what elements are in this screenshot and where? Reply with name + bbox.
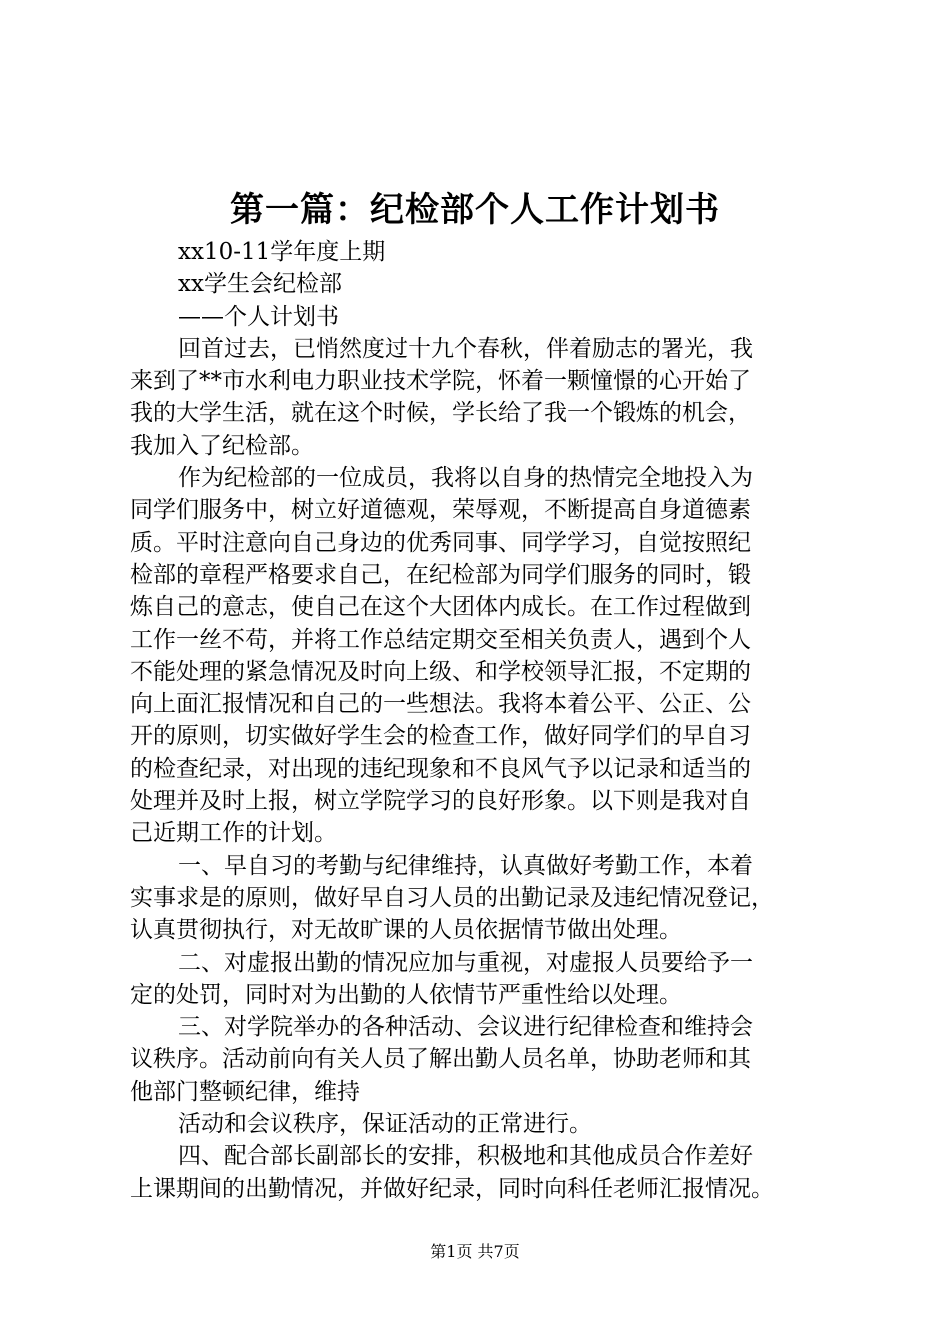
body-line: 检部的章程严格要求自己，在纪检部为同学们服务的同时，锻 xyxy=(130,561,751,588)
body-line: 开的原则，切实做好学生会的检查工作，做好同学们的早自习 xyxy=(130,723,751,750)
body-line: 活动和会议秩序，保证活动的正常进行。 xyxy=(178,1111,592,1138)
body-line: 三、对学院举办的各种活动、会议进行纪律检查和维持会 xyxy=(178,1014,753,1041)
body-line: 议秩序。活动前向有关人员了解出勤人员名单，协助老师和其 xyxy=(130,1046,751,1073)
body-line: 上课期间的出勤情况，并做好纪录，同时向科任老师汇报情况。 xyxy=(130,1175,774,1202)
body-line: 处理并及时上报，树立学院学习的良好形象。以下则是我对自 xyxy=(130,788,751,815)
body-line: 实事求是的原则，做好早自习人员的出勤记录及违纪情况登记， xyxy=(130,884,774,911)
body-line: 同学们服务中，树立好道德观，荣辱观，不断提高自身道德素 xyxy=(130,497,751,524)
body-line: xx学生会纪检部 xyxy=(178,271,342,298)
page-footer: 第1页 共7页 xyxy=(430,1242,520,1261)
document-title: 第一篇：纪检部个人工作计划书 xyxy=(230,190,720,230)
body-line: 向上面汇报情况和自己的一些想法。我将本着公平、公正、公 xyxy=(130,691,751,718)
body-line: 二、对虚报出勤的情况应加与重视，对虚报人员要给予一 xyxy=(178,949,753,976)
body-line: 定的处罚，同时对为出勤的人依情节严重性给以处理。 xyxy=(130,981,682,1008)
body-line: 工作一丝不苟，并将工作总结定期交至相关负责人，遇到个人 xyxy=(130,626,751,653)
body-line: 作为纪检部的一位成员，我将以自身的热情完全地投入为 xyxy=(178,465,753,492)
body-line: 不能处理的紧急情况及时向上级、和学校领导汇报，不定期的 xyxy=(130,658,751,685)
body-line: 己近期工作的计划。 xyxy=(130,820,337,847)
body-line: 他部门整顿纪律，维持 xyxy=(130,1078,360,1105)
body-line: 认真贯彻执行，对无故旷课的人员依据情节做出处理。 xyxy=(130,917,682,944)
body-line: xx10-11学年度上期 xyxy=(178,239,386,265)
body-line: 来到了**市水利电力职业技术学院，怀着一颗憧憬的心开始了 xyxy=(130,368,751,395)
body-line: 我的大学生活，就在这个时候，学长给了我一个锻炼的机会， xyxy=(130,400,751,427)
body-line: 四、配合部长副部长的安排，积极地和其他成员合作差好 xyxy=(178,1143,753,1170)
body-line: 炼自己的意志，使自己在这个大团体内成长。在工作过程做到 xyxy=(130,594,751,621)
body-line: 我加入了纪检部。 xyxy=(130,432,314,459)
body-line: 质。平时注意向自己身边的优秀同事、同学学习，自觉按照纪 xyxy=(130,529,751,556)
body-line: 一、早自习的考勤与纪律维持，认真做好考勤工作，本着 xyxy=(178,852,753,879)
body-line: ——个人计划书 xyxy=(178,303,339,330)
body-line: 的检查纪录，对出现的违纪现象和不良风气予以记录和适当的 xyxy=(130,755,751,782)
body-line: 回首过去，已悄然度过十九个春秋，伴着励志的署光，我 xyxy=(178,335,753,362)
document-body xyxy=(130,236,830,1205)
